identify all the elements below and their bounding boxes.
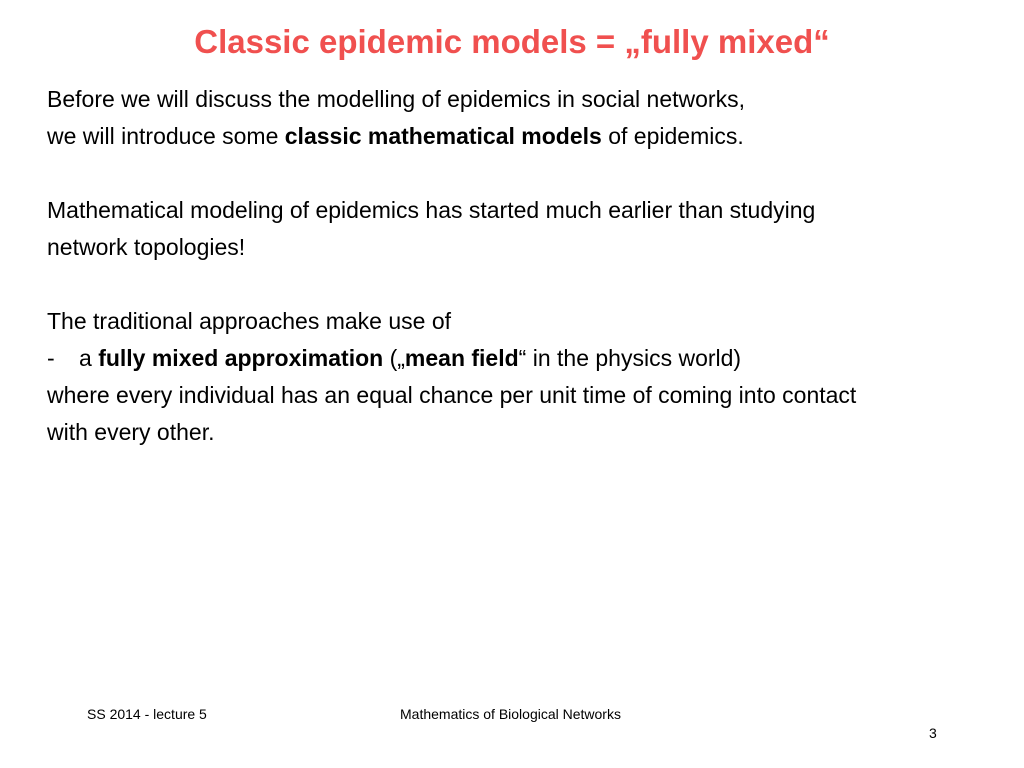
bullet-item [47, 340, 1007, 377]
spacer [47, 155, 1007, 192]
paragraph-3-line-3: where every individual has an equal chance per unit time of coming into contact [47, 382, 857, 408]
paragraph-3-line-4: with every other. [47, 419, 215, 445]
bullet-dash: - [47, 345, 55, 371]
paragraph-1-line-1: Before we will discuss the modelling of epidemics in social networks, [47, 86, 745, 112]
bold-term-classic-models: classic mathematical models [284, 123, 602, 149]
bold-term-mean-field: mean field [404, 345, 519, 371]
paragraph-1-line-2 [47, 118, 1007, 155]
paragraph-3-line-1: The traditional approaches make use of [47, 308, 452, 334]
paragraph-2-line-2: network topologies! [47, 234, 246, 260]
text-segment: („ [383, 345, 405, 371]
spacer [47, 266, 1007, 303]
bold-term-fully-mixed: fully mixed approximation [98, 345, 384, 371]
slide-title: Classic epidemic models = „fully mixed“ [194, 23, 830, 60]
page-number: 3 [929, 725, 937, 741]
paragraph-2-line-1: Mathematical modeling of epidemics has started much earlier than studying [47, 197, 816, 223]
slide-body [47, 81, 1007, 451]
text-segment: “ in the physics world) [518, 345, 742, 371]
footer-course-label: SS 2014 - lecture 5 [87, 706, 207, 722]
text-segment: a [79, 345, 99, 371]
text-segment: we will introduce some [47, 123, 285, 149]
text-segment: of epidemics. [601, 123, 744, 149]
footer-title: Mathematics of Biological Networks [400, 706, 621, 722]
